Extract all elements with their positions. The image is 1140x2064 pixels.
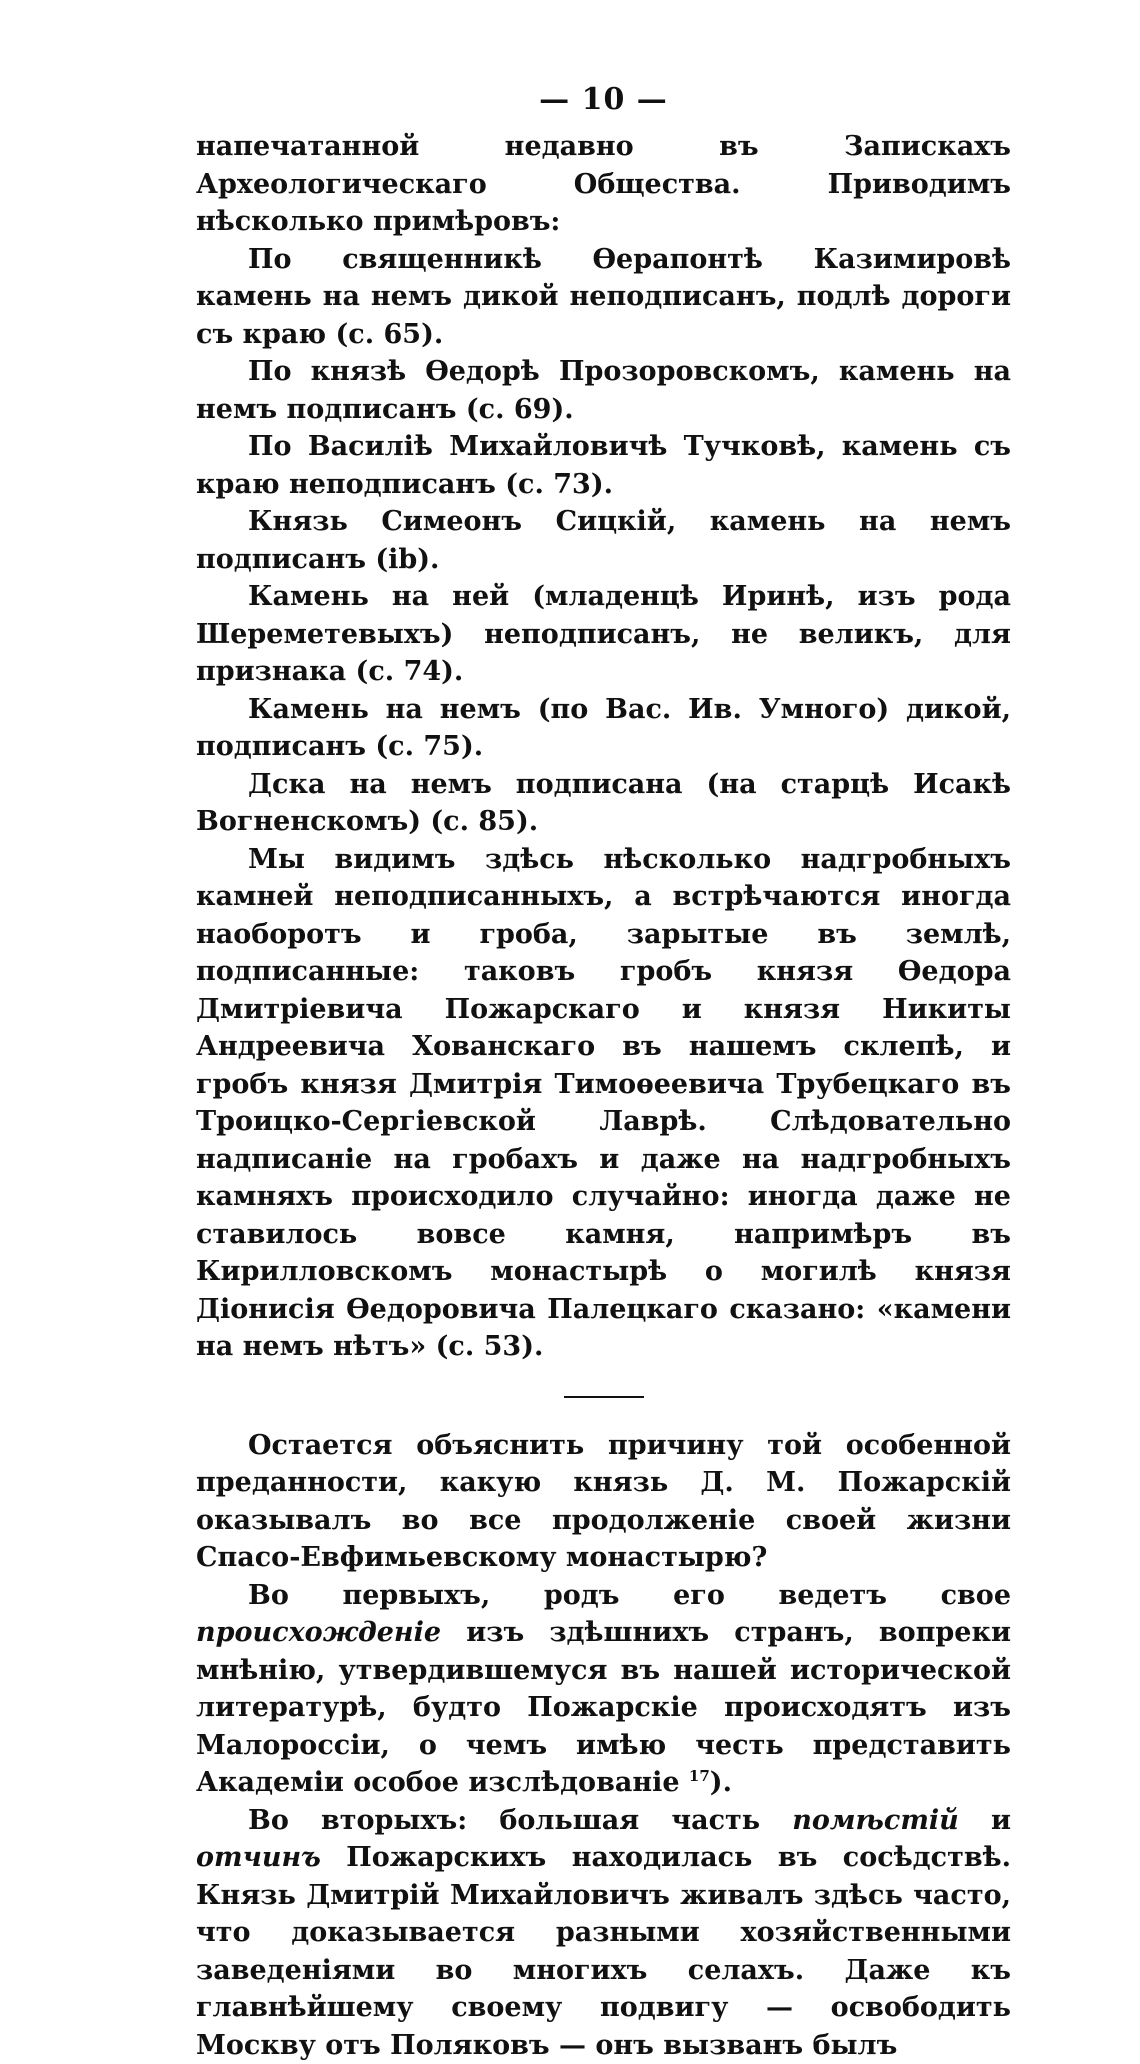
example-paragraph-3: По Василіѣ Михайловичѣ Тучковѣ, камень съ краю неподписанъ (с. 73). (196, 428, 1011, 503)
origin-text-before: Во первыхъ, родъ его ведетъ свое (248, 1580, 1011, 1611)
section2-paragraph-estates (196, 1802, 1011, 2064)
example-paragraph-1: По священникѣ Ѳерапонтѣ Казимировѣ камень на немъ дикой неподписанъ, подлѣ дороги съ краю (с. 65). (196, 241, 1011, 354)
section2-paragraph-origin (196, 1577, 1011, 1802)
example-paragraph-5: Камень на ней (младенцѣ Иринѣ, изъ рода Шереметевыхъ) неподписанъ, не великъ, для признака (с. 74). (196, 578, 1011, 691)
estates-italic-word-1: помѣстій (792, 1805, 959, 1836)
footnote-marker: 17 (689, 1767, 710, 1785)
book-page (196, 74, 1011, 2064)
page-number: — 10 — (196, 74, 1011, 126)
example-paragraph-4: Князь Симеонъ Сицкій, камень на немъ подписанъ (ib). (196, 503, 1011, 578)
example-paragraph-6: Камень на немъ (по Вас. Ив. Умного) дикой, подписанъ (с. 75). (196, 691, 1011, 766)
section-separator-rule (564, 1396, 644, 1398)
section1-closing-paragraph: Мы видимъ здѣсь нѣсколько надгробныхъ камней неподписанныхъ, а встрѣчаются иногда наоборотъ и гроба, зарытые въ землѣ, подписанные: таковъ гробъ князя Ѳедора Дмитріевича Пожарскаго и князя Никиты Андреевича Хованскаго въ нашемъ склепѣ, и гробъ князя Дмитрія Тимоѳеевича Трубецкаго въ Троицко-Сергіевской Лаврѣ. Слѣдовательно надписаніе на гробахъ и даже на надгробныхъ камняхъ происходило случайно: иногда даже не ставилось вовсе камня, напримѣръ въ Кирилловскомъ монастырѣ о могилѣ князя Діонисія Ѳедоровича Палецкаго сказано: «камени на немъ нѣтъ» (с. 53). (196, 841, 1011, 1366)
origin-text-tail: ). (710, 1767, 732, 1798)
example-paragraph-7: Дска на немъ подписана (на старцѣ Исакѣ Вогненскомъ) (с. 85). (196, 766, 1011, 841)
estates-text-after: Пожарскихъ находилась въ сосѣдствѣ. Князь Дмитрій Михайловичъ живалъ здѣсь часто, что доказывается разными хозяйственными заведеніями во многихъ селахъ. Даже къ главнѣйшему своему подвигу — освободить Москву отъ Поляковъ — онъ вызванъ былъ (196, 1842, 1011, 2061)
origin-italic-word: происхожденіе (196, 1617, 441, 1648)
section1-lead-paragraph: напечатанной недавно въ Запискахъ Археологическаго Общества. Приводимъ нѣсколько примѣровъ: (196, 128, 1011, 241)
estates-text-before: Во вторыхъ: большая часть (248, 1805, 792, 1836)
estates-text-middle: и (959, 1805, 1011, 1836)
section2-question-paragraph: Остается объяснить причину той особенной преданности, какую князь Д. М. Пожарскій оказывалъ во все продолженіе своей жизни Спасо-Евфимьевскому монастырю? (196, 1427, 1011, 1577)
origin-text-after: изъ здѣшнихъ странъ, вопреки мнѣнію, утвердившемуся въ нашей исторической литературѣ, будто Пожарскіе происходятъ изъ Малороссіи, о чемъ имѣю честь представить Академіи особое изслѣдованіе (196, 1617, 1011, 1798)
estates-italic-word-2: отчинъ (196, 1842, 321, 1873)
example-paragraph-2: По князѣ Ѳедорѣ Прозоровскомъ, камень на немъ подписанъ (с. 69). (196, 353, 1011, 428)
